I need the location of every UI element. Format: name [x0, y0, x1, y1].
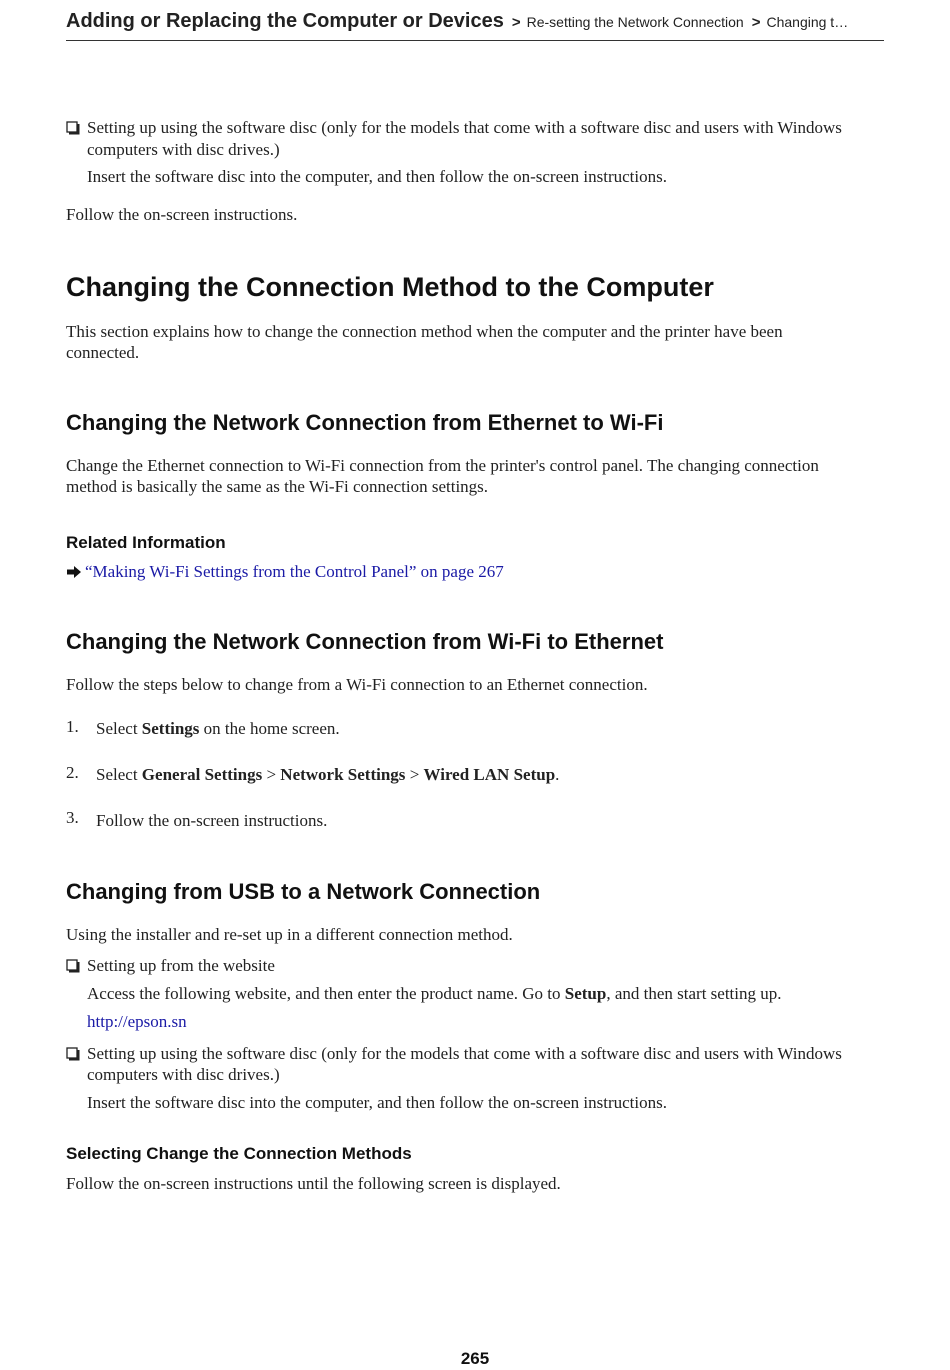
bullet-detail: Insert the software disc into the computer, and then follow the on-screen instructions.	[87, 167, 667, 186]
running-header	[66, 10, 884, 41]
breadcrumb-separator: >	[751, 14, 761, 31]
step-separator: >	[405, 765, 424, 784]
website-link[interactable]	[87, 1011, 887, 1033]
chapter-title: Adding or Replacing the Computer or Devices	[66, 10, 504, 32]
checkbox-bullet-icon	[66, 1047, 80, 1061]
bullet-text: Setting up using the software disc (only for the models that come with a software disc and users with Windows	[87, 118, 842, 137]
related-link-text[interactable]: “Making Wi-Fi Settings from the Control Panel” on page 267	[85, 562, 504, 581]
bullet-text: computers with disc drives.)	[87, 140, 280, 159]
bullet-detail-part: Access the following website, and then enter the product name. Go to	[87, 984, 565, 1003]
checkbox-bullet-icon	[66, 959, 80, 973]
paragraph: connected.	[66, 343, 140, 362]
paragraph: method is basically the same as the Wi-Fi connection settings.	[66, 477, 489, 496]
page-number: 265	[460, 1349, 490, 1368]
website-link-text[interactable]: http://epson.sn	[87, 1012, 187, 1031]
step-bold-term: Network Settings	[280, 765, 406, 784]
paragraph: Using the installer and re-set up in a different connection method.	[66, 925, 513, 944]
breadcrumb-section: Re-setting the Network Connection	[526, 14, 744, 30]
section-heading: Changing the Connection Method to the Computer	[66, 272, 714, 302]
minor-heading: Selecting Change the Connection Methods	[66, 1144, 412, 1163]
checkbox-bullet-icon	[66, 121, 80, 135]
step-text	[96, 719, 340, 739]
step-bold-term: General Settings	[141, 765, 263, 784]
subsection-heading: Changing from USB to a Network Connection	[66, 879, 541, 904]
subsection-heading: Changing the Network Connection from Wi-Fi to Ethernet	[66, 629, 664, 654]
step-separator: >	[262, 765, 281, 784]
bullet-text: computers with disc drives.)	[87, 1065, 280, 1084]
step-text-part: Select	[96, 719, 142, 738]
bullet-bold-term: Setup	[564, 984, 607, 1003]
step-text-part: Select	[96, 765, 142, 784]
paragraph: Follow the on-screen instructions until the following screen is displayed.	[66, 1174, 561, 1193]
subsection-heading: Changing the Network Connection from Ethernet to Wi-Fi	[66, 410, 664, 435]
related-information-heading: Related Information	[66, 533, 226, 552]
breadcrumb-separator: >	[511, 14, 521, 31]
related-link[interactable]	[85, 561, 504, 583]
bullet-detail-part: , and then start setting up.	[606, 984, 782, 1003]
paragraph: Follow the on-screen instructions.	[66, 205, 298, 224]
step-text-part: .	[555, 765, 560, 784]
step-number: 1.	[66, 717, 79, 736]
bullet-text: Setting up from the website	[87, 956, 275, 975]
paragraph: Follow the steps below to change from a Wi-Fi connection to an Ethernet connection.	[66, 675, 648, 694]
step-text	[96, 765, 559, 785]
bullet-detail	[87, 983, 887, 1005]
bullet-detail: Insert the software disc into the computer, and then follow the on-screen instructions.	[87, 1093, 667, 1112]
step-bold-term: Settings	[141, 719, 200, 738]
step-number: 2.	[66, 763, 79, 782]
bullet-text: Setting up using the software disc (only for the models that come with a software disc and users with Windows	[87, 1044, 842, 1063]
breadcrumb-subsection: Changing t…	[766, 14, 849, 30]
arrow-right-icon	[66, 565, 82, 579]
step-text-part: on the home screen.	[199, 719, 340, 738]
step-text: Follow the on-screen instructions.	[96, 811, 328, 830]
paragraph: Change the Ethernet connection to Wi-Fi connection from the printer's control panel. The changing connection	[66, 456, 819, 475]
step-bold-term: Wired LAN Setup	[423, 765, 556, 784]
step-number: 3.	[66, 808, 79, 827]
paragraph: This section explains how to change the connection method when the computer and the printer have been	[66, 322, 783, 341]
